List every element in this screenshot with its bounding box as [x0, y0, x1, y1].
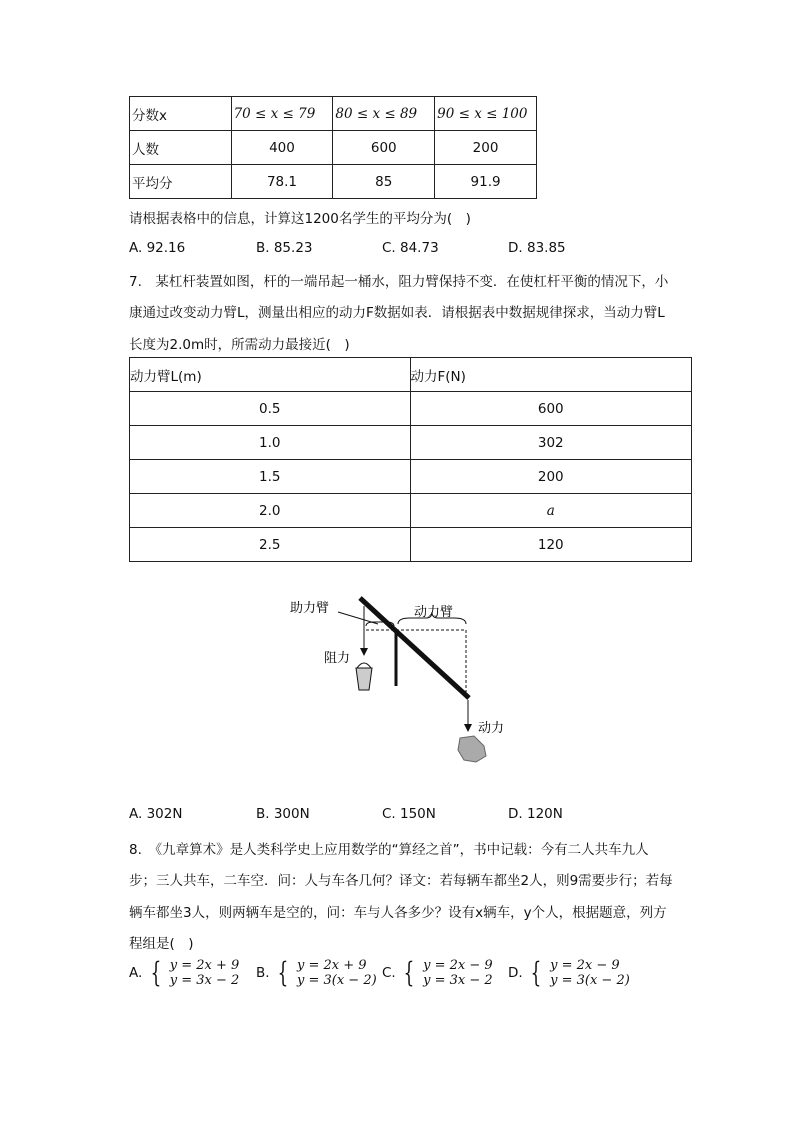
equation: y = 2x + 9	[296, 958, 367, 973]
q8-line-3: 辆车都坐3人，则两辆车是空的，问：车与人各多少？设有x辆车，y个人，根据题意，列方	[129, 905, 667, 921]
q8-option-c	[382, 958, 493, 988]
table-row	[130, 392, 692, 426]
brace-icon: {	[530, 956, 542, 989]
option-letter: A.	[129, 965, 143, 981]
brace-icon: {	[150, 956, 161, 989]
table-cell: 120	[410, 528, 692, 562]
table-cell: 1.5	[130, 460, 411, 494]
table-cell: 400	[231, 131, 333, 165]
table-cell: 85	[333, 165, 435, 199]
q8-line-1: 8. 《九章算术》是人类科学史上应用数学的“算经之首”，书中记载：今有二人共车九人	[129, 842, 649, 858]
table-cell: 200	[410, 460, 692, 494]
q7-line-1: 7. 某杠杆装置如图，杆的一端吊起一桶水，阻力臂保持不变．在使杠杆平衡的情况下，小	[129, 274, 669, 290]
table-cell: 600	[333, 131, 435, 165]
table-cell: 人数	[130, 131, 232, 165]
table-cell: 2.5	[130, 528, 411, 562]
q6-option-a: A. 92.16	[129, 240, 186, 256]
equation: y = 3(x − 2)	[296, 973, 377, 988]
q7-line-3: 长度为2.0m时，所需动力最接近( )	[129, 337, 350, 353]
power-label: 动力	[478, 721, 505, 736]
table-cell: 平均分	[130, 165, 232, 199]
table-row	[130, 358, 692, 392]
q8-option-b	[256, 958, 377, 988]
table-cell: 分数x	[130, 97, 232, 131]
table-cell: 600	[410, 392, 692, 426]
table-cell: 80 ≤ x ≤ 89	[333, 97, 435, 131]
equation: y = 3x − 2	[169, 973, 240, 988]
q6-option-b: B. 85.23	[256, 240, 313, 256]
q7-option-a: A. 302N	[129, 806, 183, 822]
score-table	[129, 96, 537, 199]
table-cell: 0.5	[130, 392, 411, 426]
table-row	[130, 426, 692, 460]
q8-line-2: 步；三人共车，二车空．问：人与车各几何？译文：若每辆车都坐2人，则9需要步行；若每	[129, 873, 673, 889]
table-row	[130, 528, 692, 562]
option-letter: B.	[256, 965, 270, 981]
equation: y = 2x − 9	[550, 958, 620, 973]
resistance-label: 阻力	[324, 651, 351, 666]
table-cell: a	[410, 494, 692, 528]
table-cell: 91.9	[435, 165, 537, 199]
table-cell: 动力F(N)	[410, 358, 692, 392]
table-cell: 2.0	[130, 494, 411, 528]
q7-option-c: C. 150N	[382, 806, 436, 822]
lever-table	[129, 357, 692, 562]
power-arm-label: 动力臂	[414, 605, 454, 620]
table-row	[130, 97, 537, 131]
option-letter: D.	[508, 965, 523, 981]
q6-option-c: C. 84.73	[382, 240, 439, 256]
resistance-arm-label: 助力臂	[290, 601, 330, 616]
equation: y = 2x − 9	[423, 958, 493, 973]
table-row	[130, 460, 692, 494]
table-cell: 1.0	[130, 426, 411, 460]
q6-text: 请根据表格中的信息，计算这1200名学生的平均分为( )	[129, 211, 471, 227]
table-cell: 90 ≤ x ≤ 100	[435, 97, 537, 131]
table-cell: 78.1	[231, 165, 333, 199]
equation: y = 3(x − 2)	[550, 973, 630, 988]
option-letter: C.	[382, 965, 396, 981]
lever-diagram	[280, 590, 520, 780]
brace-icon: {	[277, 956, 289, 989]
table-cell: 动力臂L(m)	[130, 358, 411, 392]
table-row	[130, 494, 692, 528]
q6-option-d: D. 83.85	[508, 240, 566, 256]
table-row	[130, 165, 537, 199]
equation: y = 3x − 2	[423, 973, 493, 988]
table-cell: 302	[410, 426, 692, 460]
q7-line-2: 康通过改变动力臂L，测量出相应的动力F数据如表．请根据表中数据规律探求，当动力臂L	[129, 305, 665, 321]
q7-option-d: D. 120N	[508, 806, 563, 822]
q8-option-d	[508, 958, 630, 988]
table-cell: 70 ≤ x ≤ 79	[231, 97, 333, 131]
equation: y = 2x + 9	[169, 958, 240, 973]
q8-line-4: 程组是( )	[129, 936, 194, 952]
brace-icon: {	[403, 956, 415, 989]
q7-option-b: B. 300N	[256, 806, 310, 822]
q8-option-a	[129, 958, 239, 988]
table-row	[130, 131, 537, 165]
table-cell: 200	[435, 131, 537, 165]
